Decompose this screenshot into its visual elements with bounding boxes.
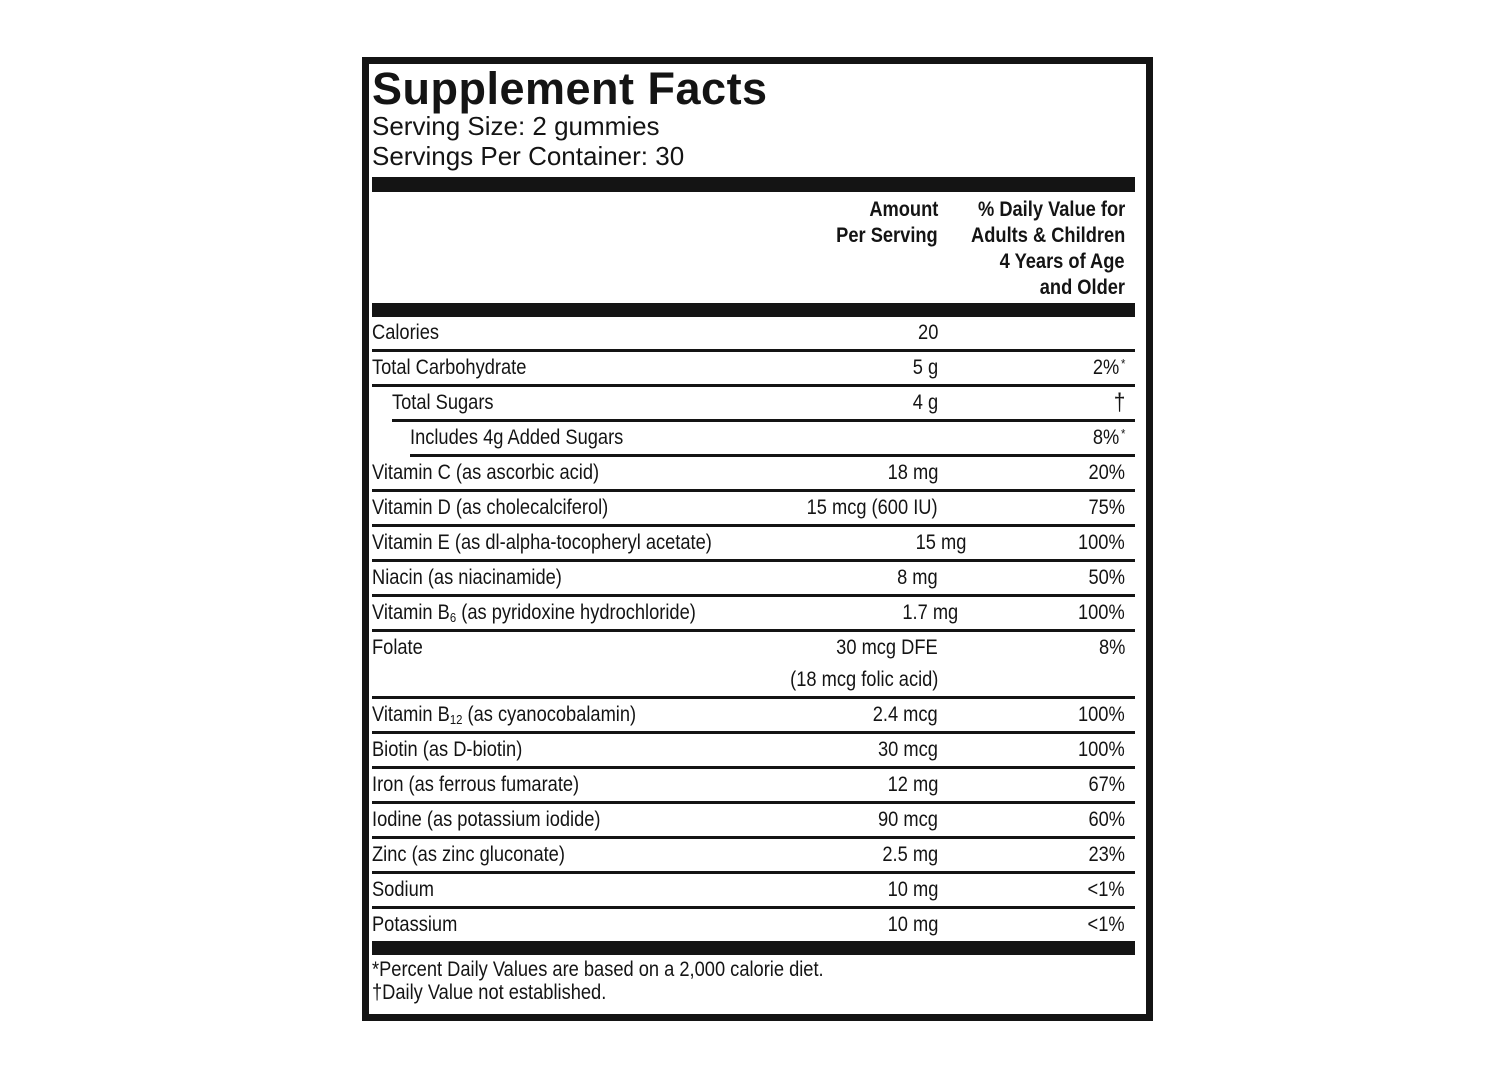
nutrient-daily-value <box>938 632 1135 664</box>
nutrient-name <box>372 843 698 867</box>
nutrient-amount <box>698 461 938 485</box>
nutrient-amount-text: 20 <box>917 321 938 345</box>
nutrient-amount-line <box>698 321 938 345</box>
nutrient-amount-line <box>698 843 938 867</box>
nutrient-amount-text: 90 mcg <box>878 808 938 832</box>
nutrient-amount <box>698 356 938 380</box>
nutrient-daily-value <box>938 913 1135 937</box>
nutrient-name-text: Potassium <box>372 913 458 937</box>
nutrient-amount-line <box>698 632 938 664</box>
separator-bar-top <box>372 177 1135 192</box>
nutrient-daily-value-text: † <box>1113 389 1125 417</box>
nutrient-daily-value-text: 23% <box>1088 843 1125 867</box>
nutrient-amount-text: 15 mcg (600 IU) <box>807 496 938 520</box>
nutrient-amount-line <box>698 913 938 937</box>
nutrient-name-text: Iron (as ferrous fumarate) <box>372 773 580 797</box>
nutrient-daily-value-text: <1% <box>1087 913 1125 937</box>
nutrient-name <box>372 913 698 937</box>
nutrient-amount-line <box>698 878 938 902</box>
column-headers <box>372 192 1135 303</box>
nutrient-name-text: Niacin (as niacinamide) <box>372 566 562 590</box>
nutrient-name-text: Zinc (as zinc gluconate) <box>372 843 565 867</box>
nutrient-daily-value-text: 100% <box>1078 601 1125 625</box>
table-row <box>372 492 1135 527</box>
nutrient-amount <box>698 391 938 415</box>
separator-bar-middle <box>372 303 1135 317</box>
amount-header-line <box>698 197 938 223</box>
nutrient-name <box>392 391 698 415</box>
daily-value-header-line <box>938 223 1125 249</box>
nutrient-amount <box>698 566 938 590</box>
nutrient-amount-text: 15 mg <box>915 531 967 555</box>
amount-column-header <box>698 197 938 249</box>
nutrient-amount-text: 8 mg <box>897 566 938 590</box>
servings-per-container: Servings Per Container: 30 <box>372 141 685 172</box>
nutrient-name-text: Iodine (as potassium iodide) <box>372 808 601 832</box>
nutrient-daily-value-text: 2% * <box>1092 355 1125 380</box>
nutrient-name-text: Sodium <box>372 878 434 902</box>
table-row <box>372 597 1135 632</box>
nutrient-name <box>372 632 698 664</box>
nutrient-amount-line <box>698 773 938 797</box>
amount-header-line <box>698 223 938 249</box>
table-row <box>372 804 1135 839</box>
nutrient-amount <box>698 321 938 345</box>
facts-table <box>372 317 1135 941</box>
nutrient-daily-value-text: 75% <box>1088 496 1125 520</box>
nutrient-name <box>372 461 698 485</box>
nutrient-amount <box>698 496 938 520</box>
nutrient-amount-line <box>698 664 938 696</box>
table-row <box>372 527 1135 562</box>
nutrient-daily-value-text: 60% <box>1088 808 1125 832</box>
nutrient-name <box>372 878 698 902</box>
nutrient-name <box>372 808 698 832</box>
nutrient-name <box>372 773 698 797</box>
nutrient-amount <box>744 601 958 625</box>
nutrient-amount-line <box>698 461 938 485</box>
nutrient-name <box>372 601 744 625</box>
nutrient-amount <box>698 843 938 867</box>
table-row <box>372 734 1135 769</box>
nutrient-name-text: Total Sugars <box>392 391 494 415</box>
footnote <box>372 958 1135 981</box>
nutrient-amount-text: 5 g <box>912 356 938 380</box>
daily-value-asterisk: * <box>1120 355 1125 371</box>
nutrient-amount <box>698 808 938 832</box>
nutrient-name-text: Vitamin E (as dl-alpha-tocopheryl acetate) <box>372 531 712 555</box>
nutrient-name-text: Biotin (as D-biotin) <box>372 738 523 762</box>
nutrient-daily-value <box>938 773 1135 797</box>
table-row <box>372 874 1135 909</box>
nutrient-amount-line <box>698 356 938 380</box>
label-title: Supplement Facts <box>372 63 768 114</box>
nutrient-daily-value <box>938 738 1135 762</box>
nutrient-name-text: Vitamin C (as ascorbic acid) <box>372 461 600 485</box>
nutrient-daily-value <box>938 389 1135 417</box>
nutrient-name-subscript: 12 <box>449 712 463 728</box>
daily-value-column-header <box>938 197 1135 301</box>
nutrient-daily-value <box>966 531 1135 555</box>
amount-header-text: Per Serving <box>836 224 938 248</box>
nutrient-amount <box>698 878 938 902</box>
nutrient-amount-text: 2.5 mg <box>882 843 938 867</box>
nutrient-daily-value <box>938 461 1135 485</box>
daily-value-header-line <box>938 249 1125 275</box>
nutrient-amount-line <box>698 496 938 520</box>
nutrient-daily-value <box>938 321 1135 345</box>
nutrient-daily-value <box>938 808 1135 832</box>
nutrient-daily-value-text: 100% <box>1078 738 1125 762</box>
nutrient-daily-value-text: 8% * <box>1092 425 1125 450</box>
nutrient-name-text: Vitamin D (as cholecalciferol) <box>372 496 609 520</box>
nutrient-daily-value-text: 20% <box>1088 461 1125 485</box>
nutrient-amount-text: 12 mg <box>887 773 938 797</box>
nutrient-daily-value <box>938 878 1135 902</box>
nutrient-name <box>372 356 698 380</box>
amount-header-text: Amount <box>868 198 938 222</box>
footnotes <box>372 955 1135 1004</box>
nutrient-name <box>372 738 698 762</box>
nutrient-name <box>372 531 763 555</box>
label-inner <box>369 64 1146 1004</box>
nutrient-name-text: Includes 4g Added Sugars <box>410 426 624 450</box>
nutrient-amount <box>763 531 967 555</box>
table-row <box>372 317 1135 352</box>
nutrient-amount <box>698 632 938 696</box>
table-row <box>372 769 1135 804</box>
table-row <box>372 352 1135 387</box>
daily-value-header-text: % Daily Value for <box>977 198 1125 222</box>
table-row <box>372 699 1135 734</box>
table-row <box>372 457 1135 492</box>
footnote-text: *Percent Daily Values are based on a 2,000 calorie diet. <box>372 958 824 982</box>
table-row <box>410 422 1135 457</box>
footnote-text: †Daily Value not established. <box>372 981 607 1005</box>
daily-value-header-text: Adults & Children <box>970 224 1125 248</box>
nutrient-name-text: Total Carbohydrate <box>372 356 527 380</box>
nutrient-amount <box>698 703 938 727</box>
nutrient-amount-text: 18 mg <box>887 461 938 485</box>
supplement-facts-label <box>362 57 1153 1021</box>
nutrient-name <box>372 321 698 345</box>
nutrient-name-text: Vitamin B12 (as cyanocobalamin) <box>372 703 637 728</box>
daily-value-header-line <box>938 275 1125 301</box>
nutrient-amount-line <box>698 738 938 762</box>
table-row <box>392 387 1135 422</box>
nutrient-name <box>410 426 698 450</box>
nutrient-name <box>372 703 698 727</box>
nutrient-amount <box>698 738 938 762</box>
nutrient-daily-value-text: <1% <box>1087 878 1125 902</box>
separator-bar-bottom <box>372 941 1135 955</box>
nutrient-daily-value <box>938 496 1135 520</box>
nutrient-name-text: Folate <box>372 636 423 660</box>
nutrient-name-subscript: 6 <box>449 610 457 626</box>
table-row <box>372 839 1135 874</box>
nutrient-name-text: Vitamin B6 (as pyridoxine hydrochloride) <box>372 601 696 626</box>
nutrient-amount-line <box>698 566 938 590</box>
nutrient-amount-line <box>698 391 938 415</box>
nutrient-daily-value-text: 100% <box>1078 703 1125 727</box>
nutrient-amount-text: 4 g <box>912 391 938 415</box>
nutrient-amount-text: 1.7 mg <box>902 601 959 625</box>
nutrient-daily-value <box>938 356 1135 380</box>
nutrient-name <box>372 566 698 590</box>
nutrient-daily-value <box>938 843 1135 867</box>
nutrient-amount-text: 30 mcg DFE <box>836 636 938 660</box>
table-row <box>372 632 1135 699</box>
nutrient-amount <box>698 913 938 937</box>
nutrient-name <box>372 496 698 520</box>
nutrient-daily-value-text: 8% <box>1098 636 1125 660</box>
daily-value-header-text: 4 Years of Age <box>1000 250 1125 274</box>
nutrient-daily-value <box>938 426 1135 450</box>
nutrient-amount-line <box>698 808 938 832</box>
nutrient-amount-line <box>763 531 967 555</box>
table-row <box>372 562 1135 597</box>
daily-value-asterisk: * <box>1120 425 1125 441</box>
nutrient-amount-text: 2.4 mcg <box>873 703 938 727</box>
nutrient-daily-value-text: 50% <box>1088 566 1125 590</box>
nutrient-daily-value-text: 100% <box>1078 531 1125 555</box>
nutrient-daily-value <box>958 601 1135 625</box>
nutrient-amount-text: (18 mcg folic acid) <box>789 668 938 692</box>
table-row <box>372 909 1135 941</box>
nutrient-daily-value <box>938 566 1135 590</box>
nutrient-name-text: Calories <box>372 321 440 345</box>
nutrient-amount-text: 10 mg <box>887 913 938 937</box>
nutrient-amount-line <box>698 703 938 727</box>
nutrient-amount-text: 10 mg <box>887 878 938 902</box>
daily-value-header-line <box>938 197 1125 223</box>
nutrient-amount-text: 30 mcg <box>878 738 938 762</box>
nutrient-daily-value <box>938 703 1135 727</box>
footnote <box>372 981 1135 1004</box>
nutrient-daily-value-text: 67% <box>1088 773 1125 797</box>
daily-value-header-text: and Older <box>1039 276 1125 300</box>
nutrient-amount-line <box>744 601 958 625</box>
nutrient-amount <box>698 773 938 797</box>
serving-size: Serving Size: 2 gummies <box>372 111 660 141</box>
